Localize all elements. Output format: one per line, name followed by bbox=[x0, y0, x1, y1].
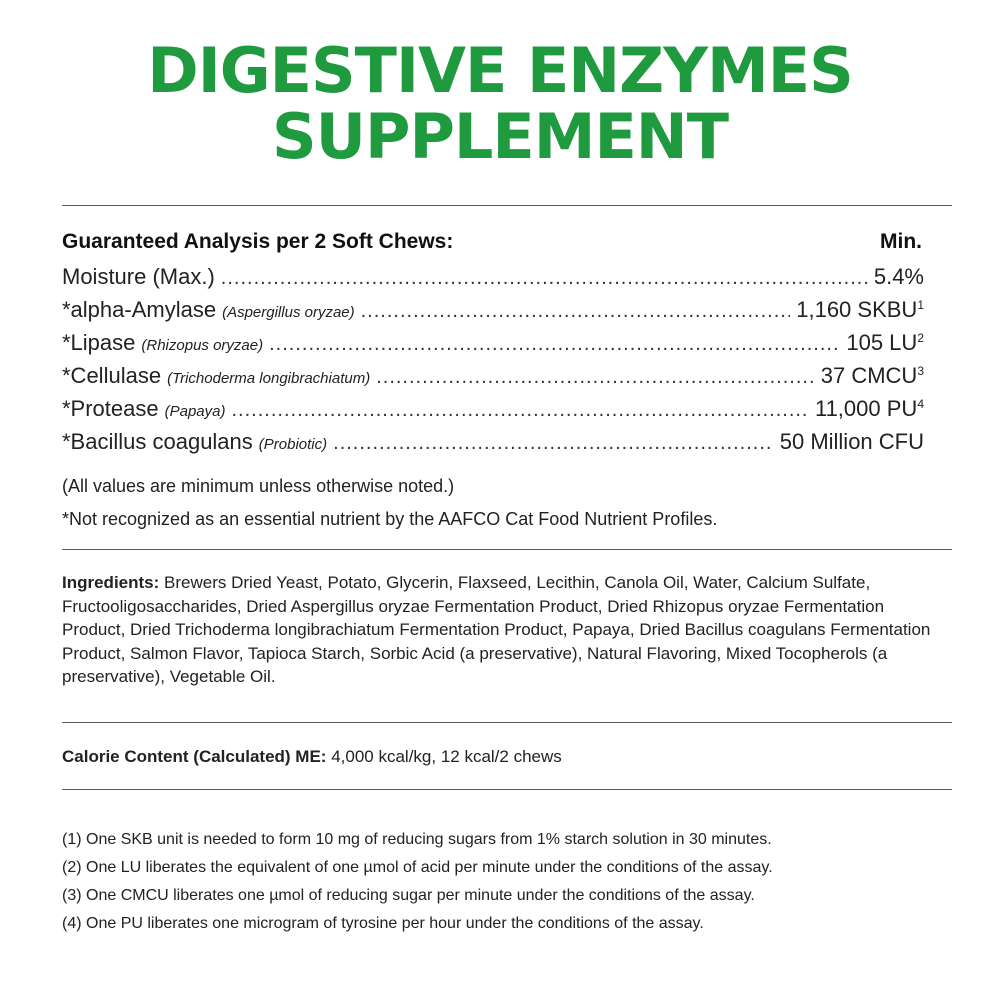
guaranteed-analysis-header bbox=[62, 230, 922, 254]
title-line-2: SUPPLEMENT bbox=[272, 100, 728, 173]
nutrient-value: 11,000 $PU^4$ bbox=[814, 396, 924, 421]
footnote: (2) One LU liberates the equivalent of one µmol of acid per minute under the conditions of the assay. bbox=[62, 859, 773, 876]
nutrient-name: *Lipase bbox=[62, 330, 136, 355]
dot-leader bbox=[269, 333, 840, 356]
footnote-marker: 3 bbox=[917, 364, 924, 378]
minimum-values-note: (All values are minimum unless otherwise noted.) bbox=[62, 476, 455, 496]
calorie-content bbox=[62, 747, 932, 767]
dot-leader bbox=[361, 300, 791, 323]
nutrient-value: 5.4% bbox=[873, 264, 924, 289]
footnote: (3) One CMCU liberates one µmol of reducing sugar per minute under the conditions of the assay. bbox=[62, 887, 755, 904]
divider bbox=[62, 789, 952, 790]
footnote: (1) One SKB unit is needed to form 10 mg of reducing sugars from 1% starch solution in 30 minutes. bbox=[62, 831, 772, 848]
analysis-row bbox=[62, 396, 924, 429]
footnote: (4) One PU liberates one microgram of tyrosine per hour under the conditions of the assay. bbox=[62, 915, 704, 932]
nutrient-name: *Protease bbox=[62, 396, 159, 421]
divider bbox=[62, 549, 952, 550]
guaranteed-analysis-table bbox=[62, 264, 924, 462]
nutrient-value: 1,160 SKBU$^1$ bbox=[796, 297, 924, 322]
nutrient-value: 50 Million CFU bbox=[779, 429, 924, 454]
ingredients-text: Brewers Dried Yeast, Potato, Glycerin, Flaxseed, Lecithin, Canola Oil, Water, Calcium Sulfate, Fructooligosaccharides, Dried Aspergillus oryzae Fermentation Product, Dried Rhizopus oryzae Fermentation Product, Dried Trichoderma longibrachiatum Fermentation Product, Papaya, Dried Bacillus coagulans Fermentation Product, Salmon Flavor, Tapioca Starch, Sorbic Acid (a preservative), Natural Flavoring, Mixed Tocopherols (a preservative), Vegetable Oil. bbox=[62, 573, 931, 686]
nutrient-value: 37 CMCU$^3$ bbox=[820, 363, 924, 388]
analysis-row bbox=[62, 429, 924, 462]
nutrient-name: Moisture (Max.) bbox=[62, 264, 215, 289]
min-label: Min. bbox=[880, 230, 922, 253]
footnote-marker: 2 bbox=[917, 331, 924, 345]
nutrient-name: *Bacillus coagulans bbox=[62, 429, 253, 454]
guaranteed-analysis-heading: Guaranteed Analysis per 2 Soft Chews: bbox=[62, 230, 454, 253]
analysis-row bbox=[62, 297, 924, 330]
footnote-marker: 1 bbox=[917, 298, 924, 312]
footnote-marker: 4 bbox=[917, 397, 924, 411]
dot-leader bbox=[376, 366, 815, 389]
analysis-row bbox=[62, 363, 924, 396]
nutrient-source: (Trichoderma longibrachiatum) bbox=[167, 370, 371, 387]
nutrient-value: 105 $LU^2$ bbox=[846, 330, 924, 355]
divider bbox=[62, 205, 952, 206]
nutrient-source: (Papaya) bbox=[164, 403, 226, 420]
nutrient-source: (Aspergillus oryzae) bbox=[222, 304, 355, 321]
divider bbox=[62, 722, 952, 723]
calorie-text: 4,000 kcal/kg, 12 kcal/2 chews bbox=[331, 747, 562, 766]
title-line-1: DIGESTIVE ENZYMES bbox=[147, 34, 853, 107]
dot-leader bbox=[232, 399, 809, 422]
analysis-row bbox=[62, 264, 924, 297]
footnotes bbox=[62, 826, 942, 938]
nutrient-source: (Rhizopus oryzae) bbox=[141, 337, 264, 354]
ingredients-label: Ingredients: bbox=[62, 573, 160, 592]
nutrient-name: *Cellulase bbox=[62, 363, 162, 388]
calorie-label: Calorie Content (Calculated) ME: bbox=[62, 747, 327, 766]
nutrient-source: (Probiotic) bbox=[258, 436, 328, 453]
aafco-note: *Not recognized as an essential nutrient by the AAFCO Cat Food Nutrient Profiles. bbox=[62, 509, 718, 529]
page-title bbox=[0, 34, 1000, 173]
ingredients-paragraph bbox=[62, 571, 932, 689]
dot-leader bbox=[221, 267, 868, 290]
analysis-row bbox=[62, 330, 924, 363]
dot-leader bbox=[333, 432, 774, 455]
nutrient-name: *alpha-Amylase bbox=[62, 297, 217, 322]
